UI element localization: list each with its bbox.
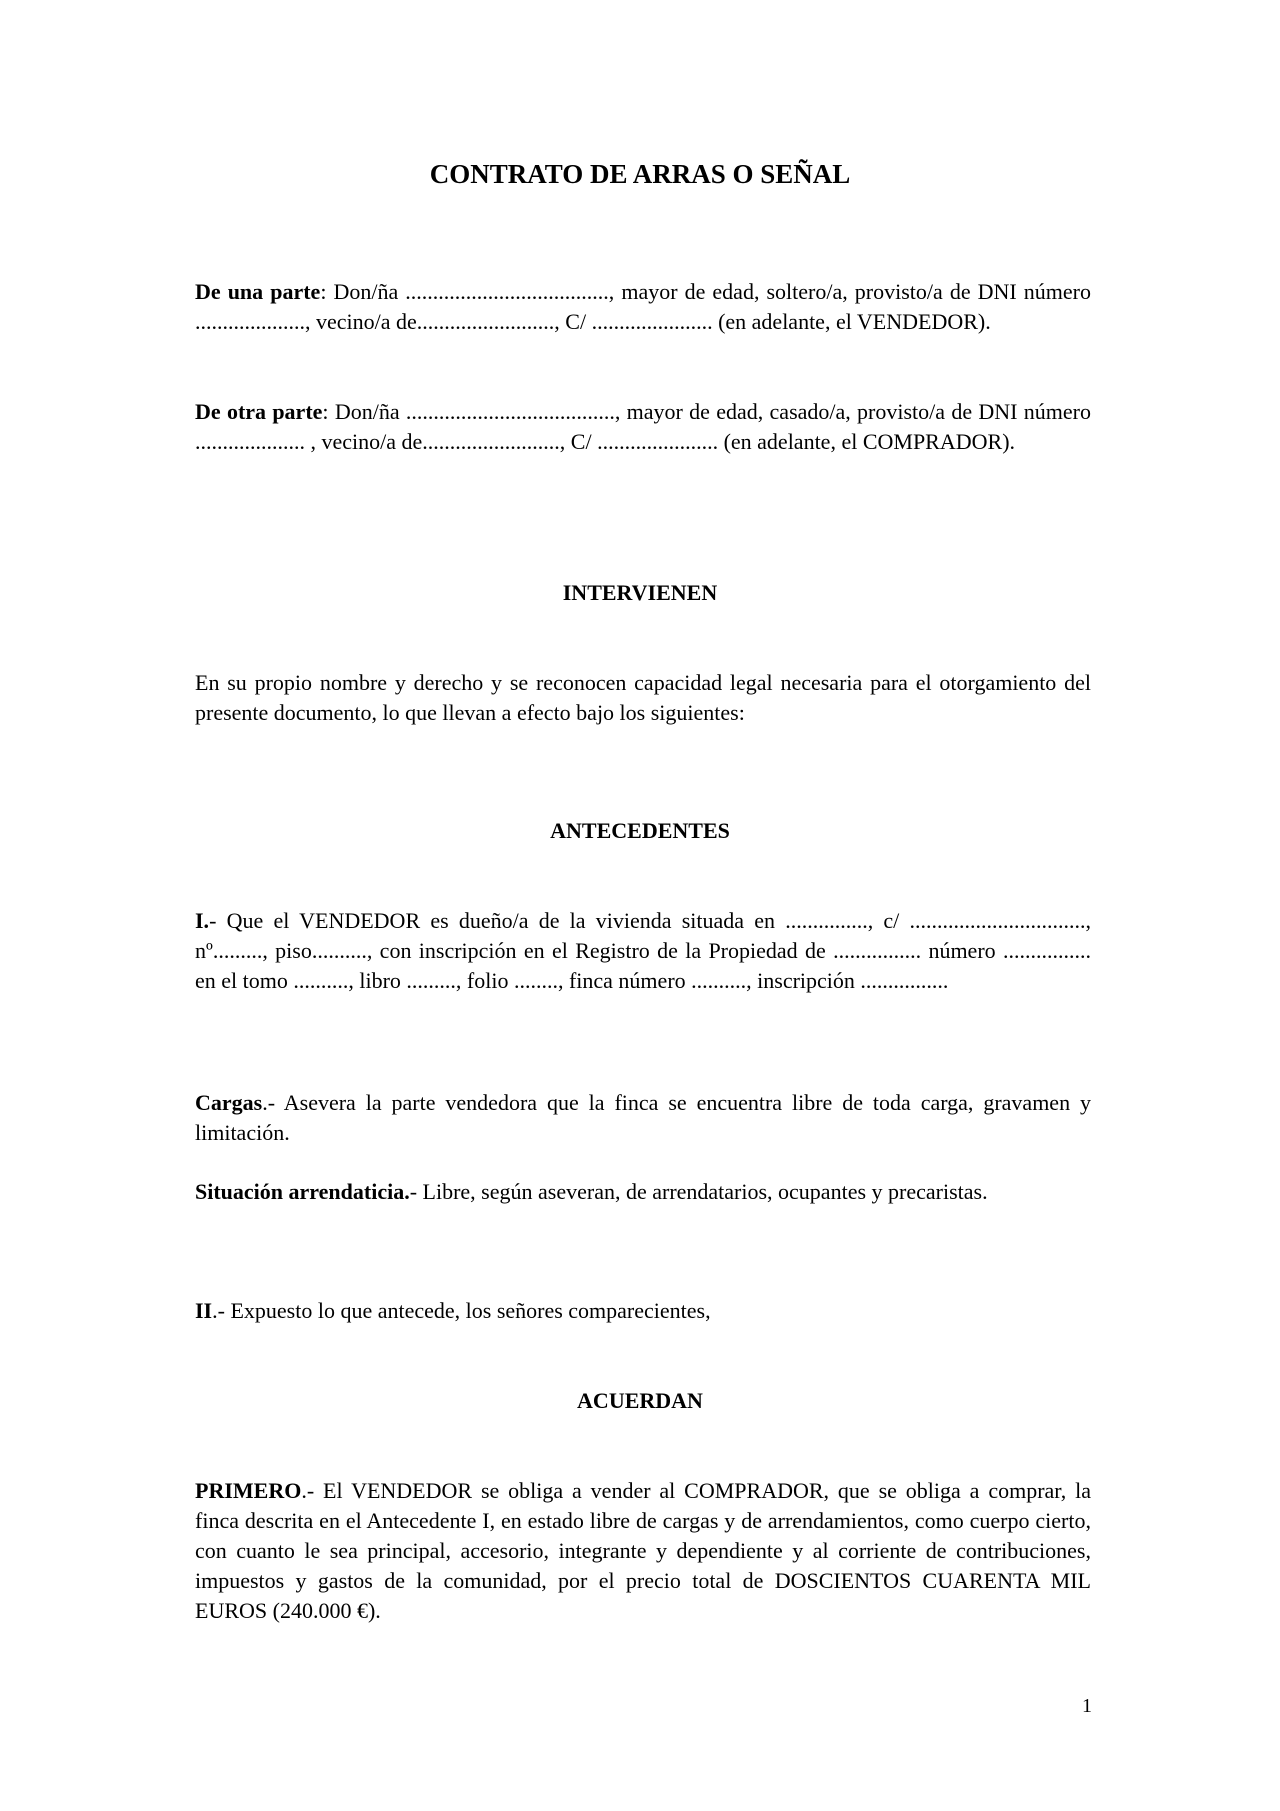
antecedente-i-label: I. — [195, 908, 210, 933]
page-number: 1 — [1082, 1695, 1092, 1717]
intervienen-paragraph: En su propio nombre y derecho y se reconocen capacidad legal necesaria para el otorgamiento del presente documento, lo que llevan a efecto bajo los siguientes: — [195, 670, 1091, 725]
seller-party-label: De una parte — [195, 279, 321, 304]
primero-text: .- El VENDEDOR se obliga a vender al COMPRADOR, que se obliga a comprar, la finca descrita en el Antecedente I, en estado libre de cargas y de arrendamientos, como cuerpo cierto, con cuanto le sea principal, accesorio, integrante y dependiente y al corriente de contribuciones, impuestos y gastos de la comunidad, por el precio total de DOSCIENTOS CUARENTA MIL EUROS (240.000 €). — [195, 1478, 1091, 1623]
antecedente-ii-text: .- Expuesto lo que antecede, los señores comparecientes, — [212, 1298, 711, 1323]
situacion-arrendaticia-paragraph — [195, 1177, 1091, 1207]
seller-party-text: : Don/ña ....................................., mayor de edad, soltero/a, provisto/a de DNI número ...................., vecino/a de........................., C/ ...................... (en adelante, el VENDEDOR). — [195, 279, 1092, 334]
antecedente-i-paragraph — [195, 906, 1091, 996]
cargas-label: Cargas — [195, 1090, 263, 1115]
primero-label: PRIMERO — [195, 1478, 302, 1503]
acuerdan-heading: ACUERDAN — [577, 1388, 703, 1413]
cargas-text: .- Asevera la parte vendedora que la finca se encuentra libre de toda carga, gravamen y limitación. — [195, 1090, 1091, 1145]
antecedente-ii-paragraph — [195, 1296, 1091, 1326]
antecedente-i-text: - Que el VENDEDOR es dueño/a de la vivienda situada en ..............., c/ ................................, nº........., piso.........., con inscripción en el Registro de la Propiedad de ................ número ................ en el tomo .........., libro ........., folio ........, finca número .........., inscripción ................ — [195, 908, 1091, 993]
cargas-paragraph — [195, 1088, 1091, 1148]
buyer-party-paragraph — [195, 397, 1091, 457]
document-title: CONTRATO DE ARRAS O SEÑAL — [429, 159, 851, 189]
seller-party-paragraph — [195, 277, 1091, 337]
intervienen-heading: INTERVIENEN — [562, 580, 718, 605]
antecedentes-heading: ANTECEDENTES — [550, 818, 730, 843]
situacion-arrendaticia-label: Situación arrendaticia. — [195, 1179, 410, 1204]
buyer-party-text: : Don/ña ......................................, mayor de edad, casado/a, provisto/a de DNI número .................... , vecino/a de........................., C/ ...................... (en adelante, el COMPRADOR). — [195, 399, 1091, 454]
situacion-arrendaticia-text: - Libre, según aseveran, de arrendatarios, ocupantes y precaristas. — [409, 1179, 988, 1204]
buyer-party-label: De otra parte — [195, 399, 323, 424]
antecedente-ii-label: II — [195, 1298, 213, 1323]
primero-paragraph — [195, 1476, 1091, 1626]
